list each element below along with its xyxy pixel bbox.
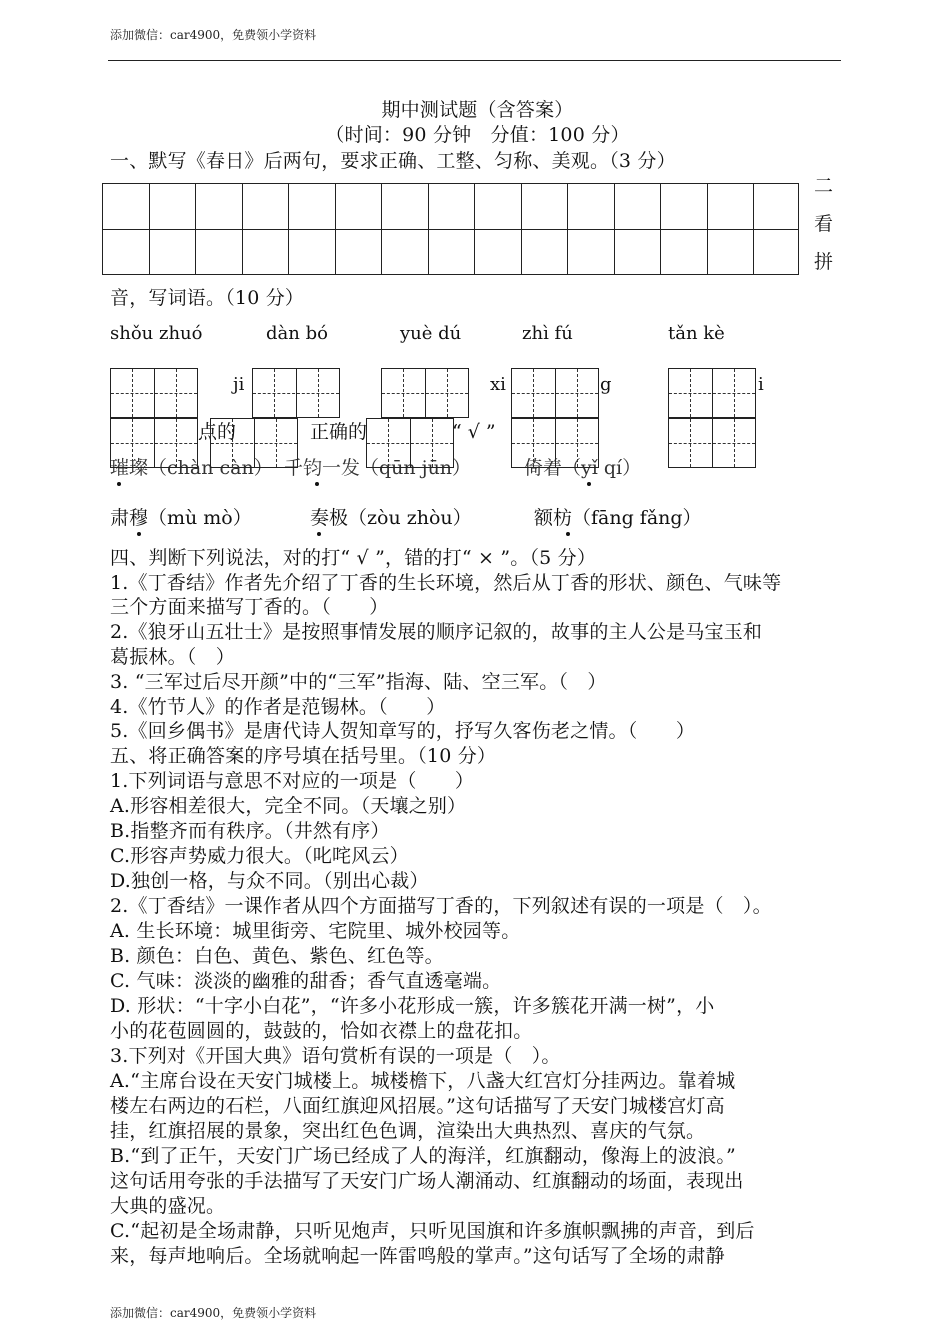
header-rule bbox=[108, 60, 841, 61]
question-4-item: 葛振林。（ ） bbox=[110, 646, 235, 668]
question-4-item: 1.《丁香结》作者先介绍了丁香的生长环境，然后从丁香的形状、颜色、气味等 bbox=[110, 572, 782, 594]
header-note: 添加微信：car4900，免费领小学资料 bbox=[110, 28, 317, 42]
question-5-line: B. 颜色：白色、黄色、紫色、红色等。 bbox=[110, 945, 444, 967]
question-5-line: B.指整齐而有秩序。（井然有序） bbox=[110, 820, 390, 842]
side-char-1: 二 bbox=[814, 175, 834, 197]
side-char-3: 拼 bbox=[814, 251, 834, 273]
emphasis-dot bbox=[587, 482, 591, 486]
question-5-line: 1.下列词语与意思不对应的一项是（ ） bbox=[110, 770, 475, 792]
pinyin: yuè dú bbox=[400, 323, 462, 344]
pinyin: shǒu zhuó bbox=[110, 323, 203, 344]
question-5-line: 大典的盛况。 bbox=[110, 1195, 226, 1217]
page-subtitle: （时间：90 分钟 分值：100 分） bbox=[325, 124, 630, 146]
question-5-line: C.“起初是全场肃静，只听见炮声，只听见国旗和许多旗帜飘拂的声音，到后 bbox=[110, 1220, 755, 1242]
writing-grid[interactable] bbox=[102, 183, 799, 275]
question-5-line: A.形容相差很大，完全不同。（天壤之别） bbox=[110, 795, 467, 817]
question-5-line: 来，每声地响后。全场就响起一阵雷鸣般的掌声。”这句话写了全场的肃静 bbox=[110, 1245, 725, 1267]
question-3-option: 倚着（yǐ qí） bbox=[524, 457, 642, 479]
pinyin: tǎn kè bbox=[668, 323, 725, 344]
question-5-line: C. 气味：淡淡的幽雅的甜香；香气直透毫端。 bbox=[110, 970, 502, 992]
character-box[interactable] bbox=[668, 368, 756, 418]
question-5-line: C.形容声势威力很大。（叱咤风云） bbox=[110, 845, 409, 867]
question-5-heading: 五、将正确答案的序号填在括号里。（10 分） bbox=[110, 745, 497, 767]
question-5-line: 这句话用夸张的手法描写了天安门广场人潮涌动、红旗翻动的场面，表现出 bbox=[110, 1170, 744, 1192]
emphasis-dot bbox=[566, 532, 570, 536]
question-3-fragment: 正确的 bbox=[310, 421, 368, 443]
question-1-text: 一、默写《春日》后两句，要求正确、工整、匀称、美观。（3 分） bbox=[110, 150, 676, 172]
pinyin: zhì fú bbox=[522, 323, 573, 344]
question-4-item: 5.《回乡偶书》是唐代诗人贺知章写的，抒写久客伤老之情。（ ） bbox=[110, 720, 696, 742]
question-5-line: 3.下列对《开国大典》语句赏析有误的一项是（ ）。 bbox=[110, 1045, 561, 1067]
question-3-fragment: “ √ ” bbox=[452, 421, 496, 443]
emphasis-dot bbox=[315, 482, 319, 486]
question-4-heading: 四、判断下列说法，对的打“ √ ”，错的打“ × ”。（5 分） bbox=[110, 547, 597, 569]
question-4-item: 2.《狼牙山五壮士》是按照事情发展的顺序记叙的，故事的主人公是马宝玉和 bbox=[110, 621, 763, 643]
character-box[interactable] bbox=[110, 368, 198, 418]
question-2-text: 音，写词语。（10 分） bbox=[110, 287, 305, 309]
character-box[interactable] bbox=[511, 368, 599, 418]
side-char-2: 看 bbox=[814, 213, 834, 235]
pinyin: dàn bó bbox=[266, 323, 328, 344]
question-3-option: 璀璨（chàn càn） bbox=[110, 457, 273, 479]
character-box[interactable] bbox=[511, 418, 599, 468]
character-box[interactable] bbox=[110, 418, 198, 468]
footer-note: 添加微信：car4900，免费领小学资料 bbox=[110, 1306, 317, 1320]
page-title: 期中测试题（含答案） bbox=[381, 99, 574, 121]
pinyin-fragment: ji bbox=[233, 374, 245, 395]
character-box[interactable] bbox=[668, 418, 756, 468]
question-4-item: 3. “三军过后尽开颜”中的“三军”指海、陆、空三军。（ ） bbox=[110, 671, 607, 693]
question-5-line: A. 生长环境：城里街旁、宅院里、城外校园等。 bbox=[110, 920, 521, 942]
question-5-line: 小的花苞圆圆的，鼓鼓的，恰如衣襟上的盘花扣。 bbox=[110, 1020, 533, 1042]
character-box[interactable] bbox=[252, 368, 340, 418]
character-box[interactable] bbox=[366, 418, 454, 468]
pinyin-fragment: xi bbox=[490, 374, 506, 395]
question-3-option: 额枋（fāng fǎng） bbox=[534, 507, 702, 529]
question-5-line: B.“到了正午，天安门广场已经成了人的海洋，红旗翻动，像海上的波浪。” bbox=[110, 1145, 736, 1167]
question-3-option: 千钧一发（qūn jūn） bbox=[284, 457, 472, 479]
question-3-fragment: 点的 bbox=[198, 421, 237, 443]
question-5-line: D.独创一格，与众不同。（别出心裁） bbox=[110, 870, 429, 892]
question-3-option: 肃穆（mù mò） bbox=[110, 507, 252, 529]
emphasis-dot bbox=[317, 532, 321, 536]
question-5-line: A.“主席台设在天安门城楼上。城楼檐下，八盏大红宫灯分挂两边。靠着城 bbox=[110, 1070, 736, 1092]
question-4-item: 三个方面来描写丁香的。（ ） bbox=[110, 596, 389, 618]
question-5-line: 2.《丁香结》一课作者从四个方面描写丁香的，下列叙述有误的一项是（ ）。 bbox=[110, 895, 772, 917]
pinyin-fragment: i bbox=[758, 374, 764, 395]
pinyin-fragment: g bbox=[600, 374, 612, 395]
emphasis-dot bbox=[117, 482, 121, 486]
emphasis-dot bbox=[137, 532, 141, 536]
question-5-line: D. 形状：“十字小白花”，“许多小花形成一簇，许多簇花开满一树”，小 bbox=[110, 995, 715, 1017]
question-4-item: 4.《竹节人》的作者是范锡林。（ ） bbox=[110, 696, 446, 718]
character-box[interactable] bbox=[381, 368, 469, 418]
character-box[interactable] bbox=[210, 418, 298, 468]
question-3-option: 奏极（zòu zhòu） bbox=[310, 507, 472, 529]
question-5-line: 挂，红旗招展的景象，突出红色色调，渲染出大典热烈、喜庆的气氛。 bbox=[110, 1120, 706, 1142]
question-5-line: 楼左右两边的石栏，八面红旗迎风招展。”这句话描写了天安门城楼宫灯高 bbox=[110, 1095, 725, 1117]
